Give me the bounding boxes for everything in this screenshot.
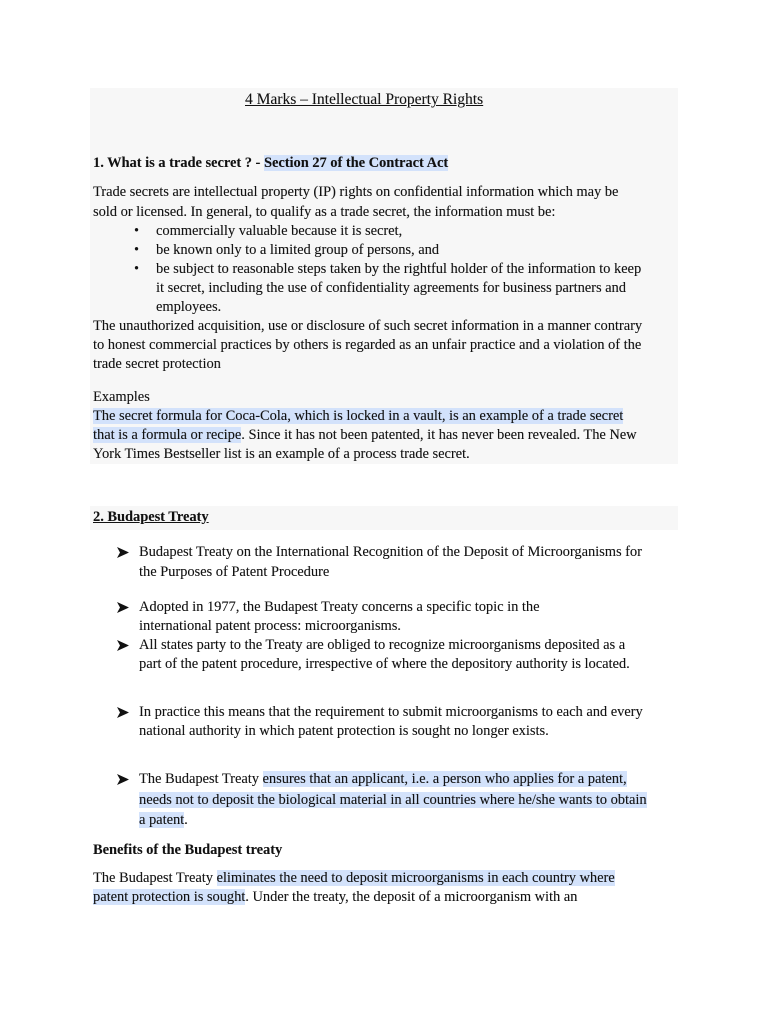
intro-line-1 bbox=[93, 183, 675, 202]
arrow-bullet-icon bbox=[116, 636, 130, 655]
arrow-bullet-icon bbox=[116, 543, 130, 562]
treaty-item-3-line-2: part of the patent procedure, irrespective of where the depository authority is located. bbox=[139, 656, 630, 672]
benefits-heading: Benefits of the Budapest treaty bbox=[93, 842, 283, 858]
treaty-item-1-line-1: Budapest Treaty on the International Recognition of the Deposit of Microorganisms for bbox=[139, 544, 642, 560]
bullet-item: commercially valuable because it is secret, bbox=[156, 223, 403, 239]
treaty-item-5-end: . bbox=[184, 812, 188, 828]
examples-line-2 bbox=[93, 426, 637, 445]
treaty-item-3-line-1: All states party to the Treaty are obliged to recognize microorganisms deposited as a bbox=[139, 637, 626, 653]
treaty-item-2-line-1 bbox=[139, 598, 675, 617]
examples-highlight: that is a formula or recipe bbox=[93, 427, 242, 443]
arrow-bullet-icon bbox=[116, 703, 130, 722]
benefits-highlight: patent protection is sought bbox=[93, 889, 246, 905]
examples-line-3: York Times Bestseller list is an example of a process trade secret. bbox=[93, 446, 470, 462]
bullet-item: be known only to a limited group of persons, and bbox=[156, 242, 439, 258]
examples-label: Examples bbox=[93, 389, 150, 405]
examples-text: . Since it has not been patented, it has never been revealed. The New bbox=[241, 427, 637, 443]
bullet-item-continuation: it secret, including the use of confidentiality agreements for business partners and bbox=[156, 280, 626, 296]
benefits-highlight: eliminates the need to deposit microorganisms in each country where bbox=[216, 870, 615, 886]
treaty-item-2-line-2: international patent process: microorganisms. bbox=[139, 618, 401, 634]
page-title: 4 Marks – Intellectual Property Rights bbox=[245, 91, 484, 108]
treaty-item-5-line-3 bbox=[139, 811, 188, 830]
section2-heading: 2. Budapest Treaty bbox=[93, 509, 209, 525]
benefits-line-1 bbox=[93, 869, 615, 888]
benefits-prefix: The Budapest Treaty bbox=[93, 870, 217, 886]
bullet-item: be subject to reasonable steps taken by the rightful holder of the information to keep bbox=[156, 261, 642, 277]
treaty-item-4-line-2: national authority in which patent protection is sought no longer exists. bbox=[139, 723, 549, 739]
bullet-dot-icon: • bbox=[134, 223, 140, 239]
section1-heading-text: 1. What is a trade secret ? - bbox=[93, 155, 264, 171]
paragraph-line: The unauthorized acquisition, use or disclosure of such secret information in a manner contrary bbox=[93, 318, 643, 334]
intro-line-1-text: Trade secrets are intellectual property (IP) rights on confidential information which may be bbox=[93, 184, 619, 200]
arrow-bullet-icon bbox=[116, 598, 130, 617]
paragraph-line: trade secret protection bbox=[93, 356, 221, 372]
benefits-text: . Under the treaty, the deposit of a microorganism with an bbox=[245, 889, 578, 905]
intro-line-2: sold or licensed. In general, to qualify as a trade secret, the information must be: bbox=[93, 204, 556, 220]
bullet-dot-icon: • bbox=[134, 261, 140, 277]
treaty-item-5-highlight: ensures that an applicant, i.e. a person who applies for a patent, bbox=[262, 771, 627, 787]
examples-line-1 bbox=[93, 407, 623, 426]
paragraph-line: to honest commercial practices by others is regarded as an unfair practice and a violation of the bbox=[93, 337, 642, 353]
section1-heading-highlight: Section 27 of the Contract Act bbox=[263, 155, 449, 171]
treaty-item-5-prefix: The Budapest Treaty bbox=[139, 771, 263, 787]
treaty-item-5-line-2 bbox=[139, 791, 647, 810]
treaty-item-5-line-1 bbox=[139, 770, 627, 789]
treaty-item-4-line-1: In practice this means that the requirement to submit microorganisms to each and every bbox=[139, 704, 643, 720]
bullet-dot-icon: • bbox=[134, 242, 140, 258]
arrow-bullet-icon bbox=[116, 770, 130, 789]
section1-heading bbox=[93, 154, 448, 173]
benefits-line-2 bbox=[93, 888, 675, 907]
treaty-item-5-highlight: a patent bbox=[139, 812, 185, 828]
treaty-item-2-text: Adopted in 1977, the Budapest Treaty concerns a specific topic in the bbox=[139, 599, 540, 615]
treaty-item-5-highlight: needs not to deposit the biological material in all countries where he/she wants to obtain bbox=[139, 792, 647, 808]
examples-highlight: The secret formula for Coca-Cola, which is locked in a vault, is an example of a trade secret bbox=[93, 408, 624, 424]
bullet-item-continuation: employees. bbox=[156, 299, 222, 315]
treaty-item-1-line-2: the Purposes of Patent Procedure bbox=[139, 564, 330, 580]
